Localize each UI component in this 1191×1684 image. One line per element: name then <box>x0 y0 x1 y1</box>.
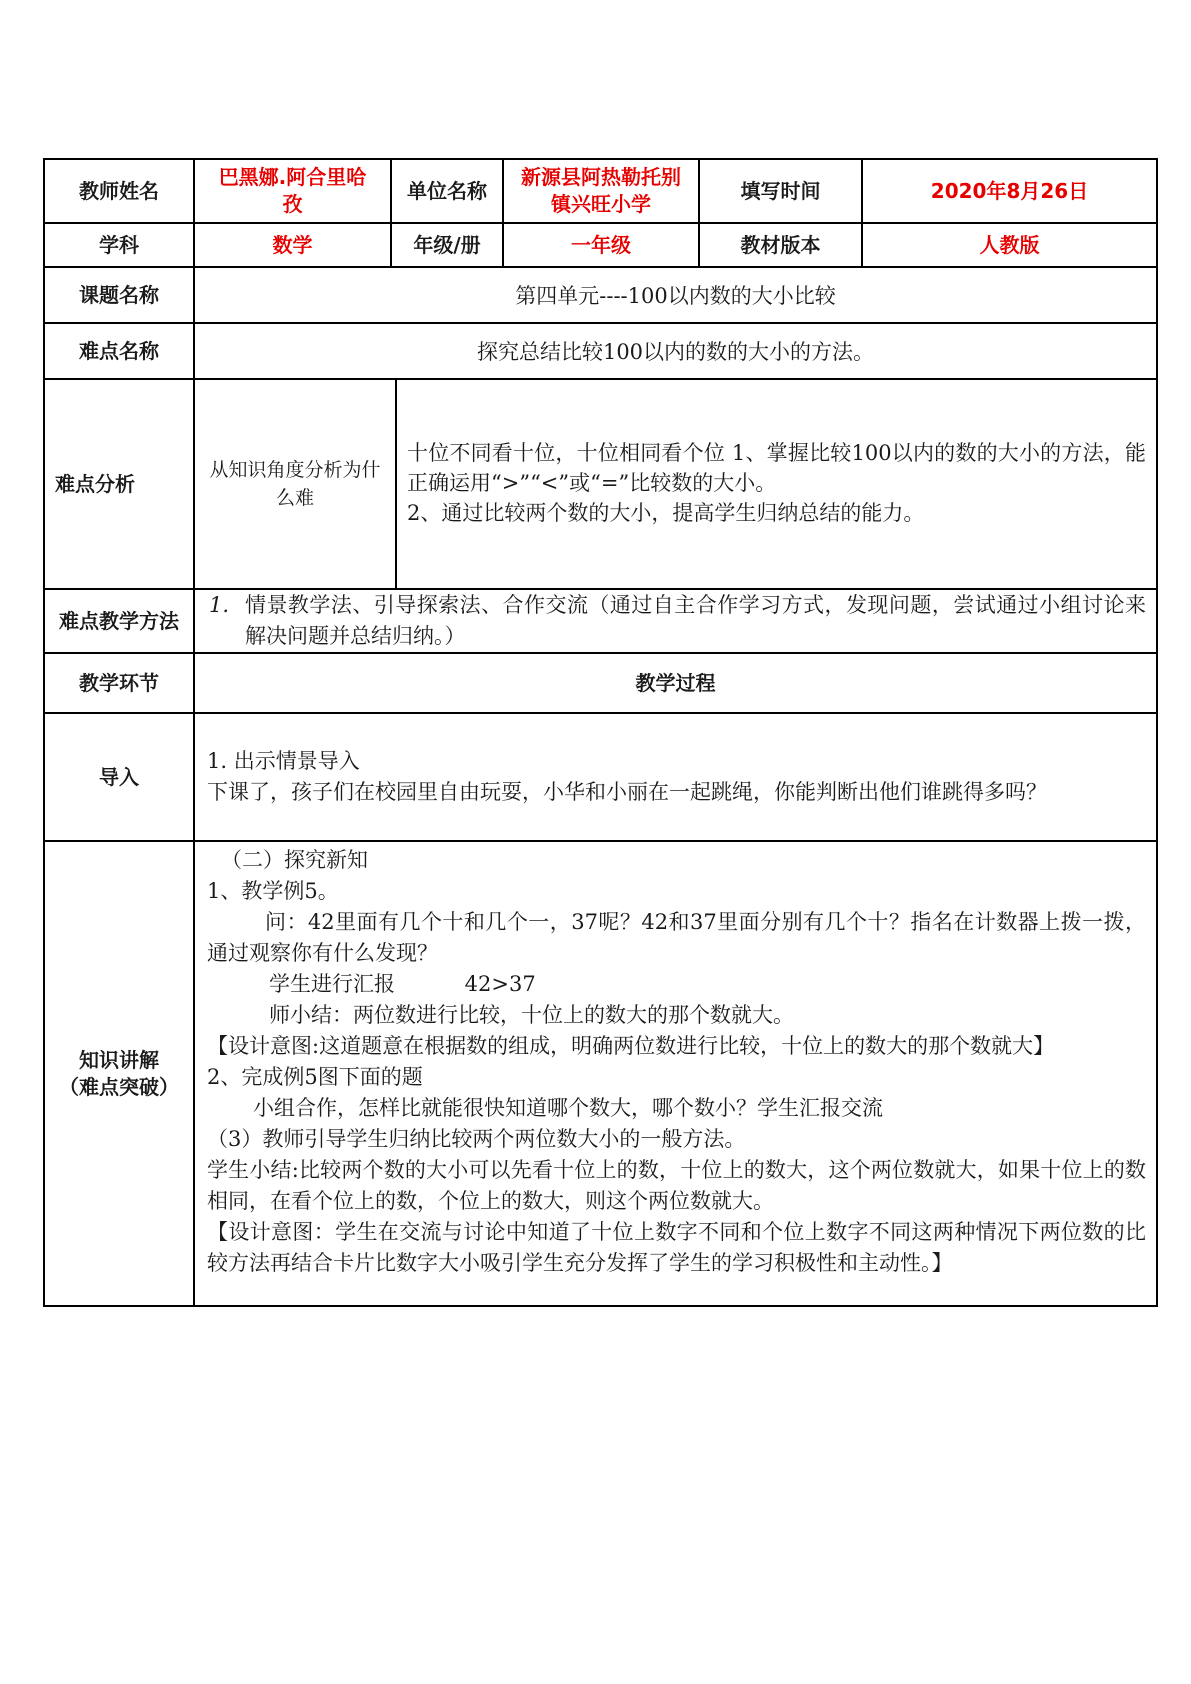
lesson-plan-table <box>43 158 1158 1307</box>
intro-line-2: 下课了，孩子们在校园里自由玩耍，小华和小丽在一起跳绳，你能判断出他们谁跳得多吗？ <box>207 780 1047 804</box>
knowledge-line: 【设计意图:这道题意在根据数的组成，明确两位数进行比较，十位上的数大的那个数就大】 <box>207 1034 1055 1058</box>
knowledge-line: 小组合作，怎样比就能很快知道哪个数大，哪个数小？学生汇报交流 <box>253 1096 883 1120</box>
intro-row <box>44 713 1157 841</box>
knowledge-line: 学生小结:比较两个数的大小可以先看十位上的数，十位上的数大，这个两位数就大，如果十位上的数相同，在看个位上的数，个位上的数大，则这个两位数就大。 <box>207 1158 1146 1213</box>
knowledge-line: 【设计意图：学生在交流与讨论中知道了十位上数字不同和个位上数字不同这两种情况下两位数的比较方法再结合卡片比数字大小吸引学生充分发挥了学生的学习积极性和主动性。】 <box>207 1220 1146 1275</box>
edition-value: 人教版 <box>862 223 1157 267</box>
subject-value: 数学 <box>194 223 391 267</box>
knowledge-label-main: 知识讲解 <box>79 1047 159 1072</box>
method-content <box>194 589 1157 653</box>
analysis-inner-table <box>195 380 1156 588</box>
grade-value: 一年级 <box>503 223 699 267</box>
analysis-row <box>44 379 1157 589</box>
fill-date: 2020年8月26日 <box>862 159 1157 223</box>
knowledge-label-sub: （难点突破） <box>59 1074 179 1099</box>
method-number: 1. <box>209 593 230 617</box>
knowledge-label <box>44 841 194 1306</box>
knowledge-line: （二）探究新知 <box>221 848 368 872</box>
knowledge-line: 1、教学例5。 <box>207 879 339 903</box>
topic-row <box>44 267 1157 323</box>
knowledge-line: 2、完成例5图下面的题 <box>207 1065 423 1089</box>
intro-content <box>194 713 1157 841</box>
difficulty-value: 探究总结比较100以内的数的大小的方法。 <box>194 323 1157 379</box>
method-label: 难点教学方法 <box>44 589 194 653</box>
intro-line-1: 1. 出示情景导入 <box>207 749 360 773</box>
grade-label: 年级/册 <box>391 223 503 267</box>
knowledge-line: 师小结：两位数进行比较，十位上的数大的那个数就大。 <box>269 1003 794 1027</box>
analysis-line-2: 2、通过比较两个数的大小，提高学生归纳总结的能力。 <box>407 501 925 525</box>
edition-label: 教材版本 <box>699 223 862 267</box>
analysis-label: 难点分析 <box>44 379 194 589</box>
process-header-row <box>44 653 1157 713</box>
knowledge-line: 问：42里面有几个十和几个一，37呢？42和37里面分别有几个十？指名在计数器上拨一拨，通过观察你有什么发现？ <box>207 910 1146 965</box>
info-row-1 <box>44 159 1157 223</box>
difficulty-row <box>44 323 1157 379</box>
teacher-label: 教师姓名 <box>44 159 194 223</box>
topic-value: 第四单元----100以内数的大小比较 <box>194 267 1157 323</box>
method-row <box>44 589 1157 653</box>
info-row-2 <box>44 223 1157 267</box>
difficulty-label: 难点名称 <box>44 323 194 379</box>
intro-label: 导入 <box>44 713 194 841</box>
date-label: 填写时间 <box>699 159 862 223</box>
knowledge-line: （3）教师引导学生归纳比较两个两位数大小的一般方法。 <box>207 1127 746 1151</box>
unit-label: 单位名称 <box>391 159 503 223</box>
teacher-name: 巴黑娜.阿合里哈孜 <box>194 159 391 223</box>
unit-name: 新源县阿热勒托别镇兴旺小学 <box>503 159 699 223</box>
process-header: 教学过程 <box>194 653 1157 713</box>
analysis-content <box>396 380 1156 588</box>
knowledge-content <box>194 841 1157 1306</box>
stage-header: 教学环节 <box>44 653 194 713</box>
subject-label: 学科 <box>44 223 194 267</box>
analysis-cell <box>194 379 1157 589</box>
method-text: 情景教学法、引导探索法、合作交流（通过自主合作学习方式，发现问题，尝试通过小组讨论来解决问题并总结归纳。） <box>245 593 1146 648</box>
knowledge-row <box>44 841 1157 1306</box>
knowledge-line: 学生进行汇报 42>37 <box>269 972 536 996</box>
analysis-line-1: 十位不同看十位，十位相同看个位 1、掌握比较100以内的数的大小的方法，能正确运用“>”“<”或“=”比较数的大小。 <box>407 441 1146 495</box>
topic-label: 课题名称 <box>44 267 194 323</box>
analysis-sub-label: 从知识角度分析为什么难 <box>195 380 396 588</box>
